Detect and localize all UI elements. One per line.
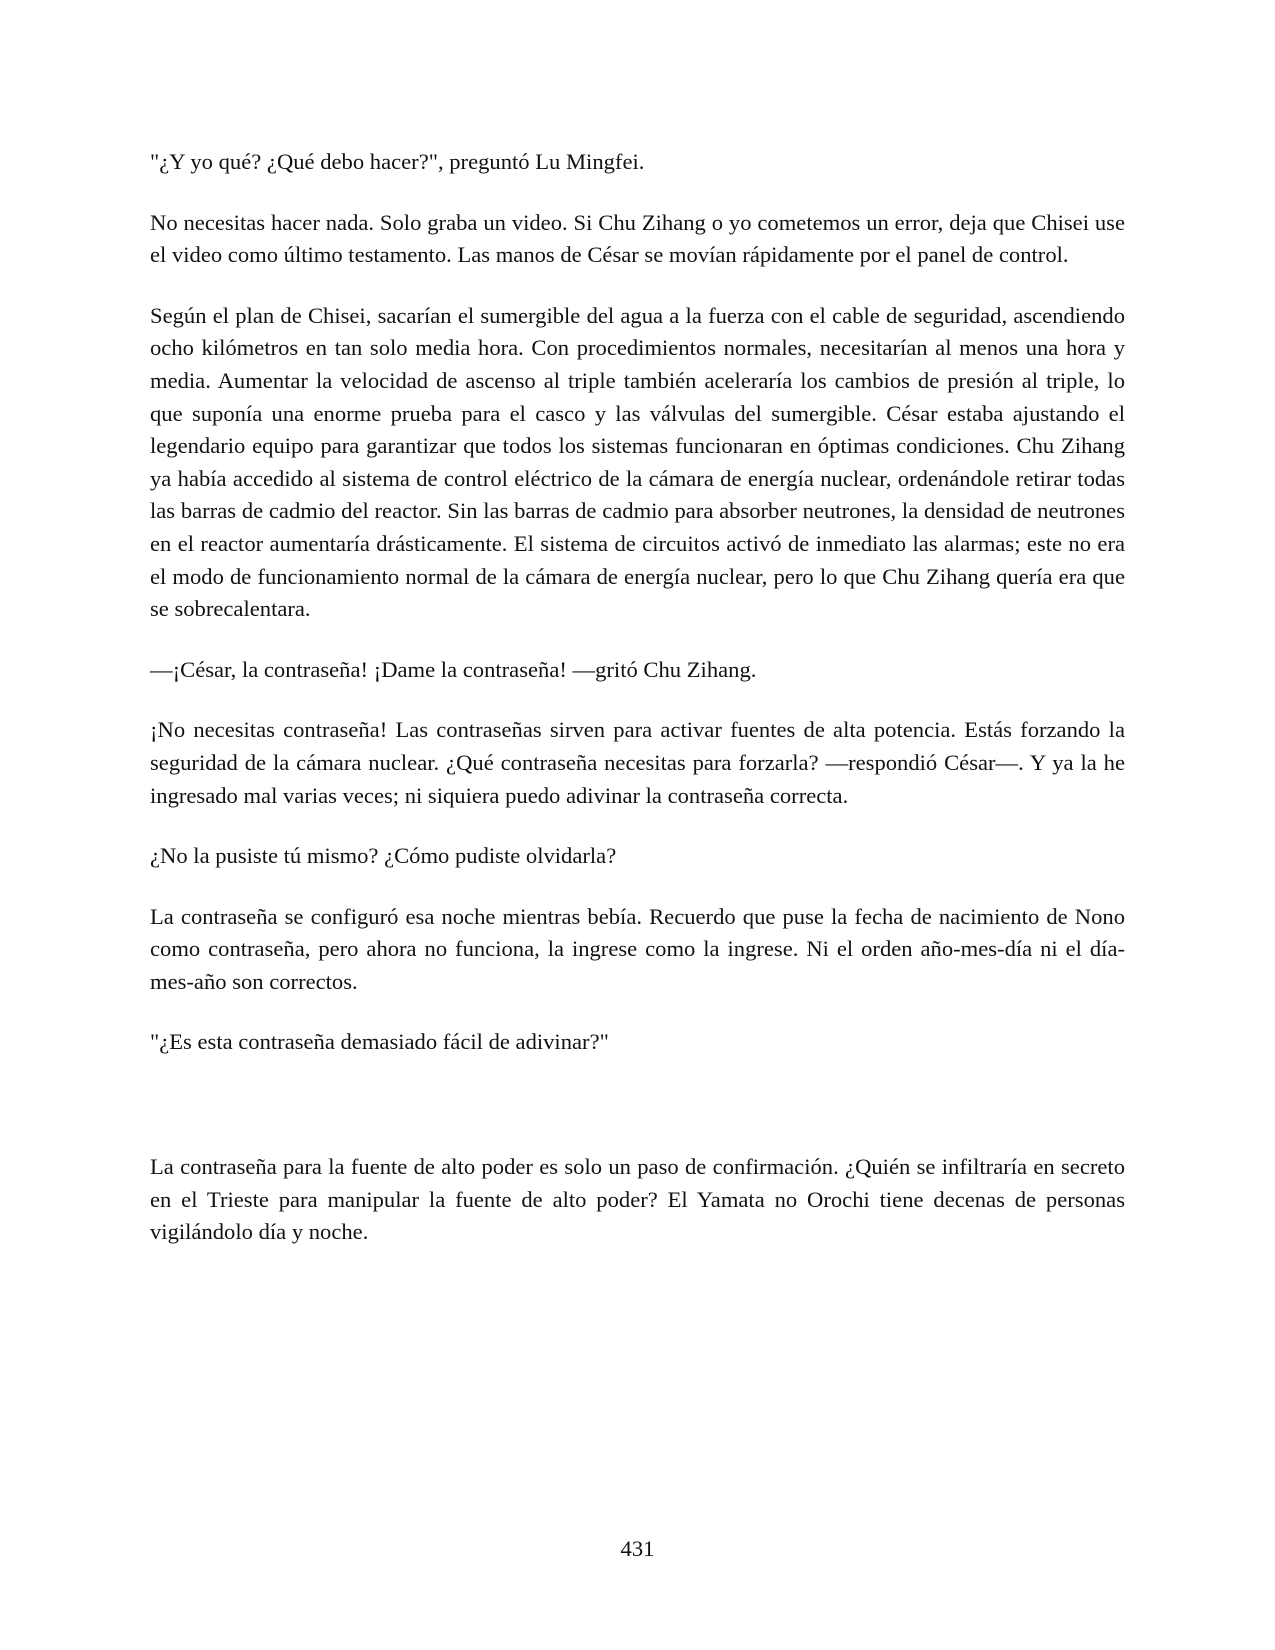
body-text <box>150 146 1125 1277</box>
paragraph-3: Según el plan de Chisei, sacarían el sumergible del agua a la fuerza con el cable de seguridad, ascendiendo ocho kilómetros en tan solo media hora. Con procedimientos normales, necesitarían al menos una hora y media. Aumentar la velocidad de ascenso al triple también aceleraría los cambios de presión al triple, lo que suponía una enorme prueba para el casco y las válvulas del sumergible. César estaba ajustando el legendario equipo para garantizar que todos los sistemas funcionaran en óptimas condiciones. Chu Zihang ya había accedido al sistema de control eléctrico de la cámara de energía nuclear, ordenándole retirar todas las barras de cadmio del reactor. Sin las barras de cadmio para absorber neutrones, la densidad de neutrones en el reactor aumentaría drásticamente. El sistema de circuitos activó de inmediato las alarmas; este no era el modo de funcionamiento normal de la cámara de energía nuclear, pero lo que Chu Zihang quería era que se sobrecalentara. <box>150 302 1125 622</box>
paragraph-9: La contraseña para la fuente de alto poder es solo un paso de confirmación. ¿Quién se infiltraría en secreto en el Trieste para manipular la fuente de alto poder? El Yamata no Orochi tiene decenas de personas vigilándolo día y noche. <box>150 1154 1125 1245</box>
paragraph-6: ¿No la pusiste tú mismo? ¿Cómo pudiste olvidarla? <box>150 843 617 869</box>
paragraph-5: ¡No necesitas contraseña! Las contraseñas sirven para activar fuentes de alta potencia. Estás forzando la seguridad de la cámara nuclear. ¿Qué contraseña necesitas para forzarla? —respondió César—. Y ya la he ingresado mal varias veces; ni siquiera puedo adivinar la contraseña correcta. <box>150 717 1125 808</box>
paragraph-2: No necesitas hacer nada. Solo graba un video. Si Chu Zihang o yo cometemos un error, deja que Chisei use el video como último testamento. Las manos de César se movían rápidamente por el panel de control. <box>150 209 1125 268</box>
paragraph-4: —¡César, la contraseña! ¡Dame la contraseña! —gritó Chu Zihang. <box>150 656 757 682</box>
paragraph-8: "¿Es esta contraseña demasiado fácil de adivinar?" <box>150 1029 609 1055</box>
page-number: 431 <box>620 1536 655 1561</box>
paragraph-1: "¿Y yo qué? ¿Qué debo hacer?", preguntó Lu Mingfei. <box>150 149 645 174</box>
paragraph-7: La contraseña se configuró esa noche mientras bebía. Recuerdo que puse la fecha de nacimiento de Nono como contraseña, pero ahora no funciona, la ingrese como la ingrese. Ni el orden año-mes-día ni el día-mes-año son correctos. <box>150 903 1125 994</box>
